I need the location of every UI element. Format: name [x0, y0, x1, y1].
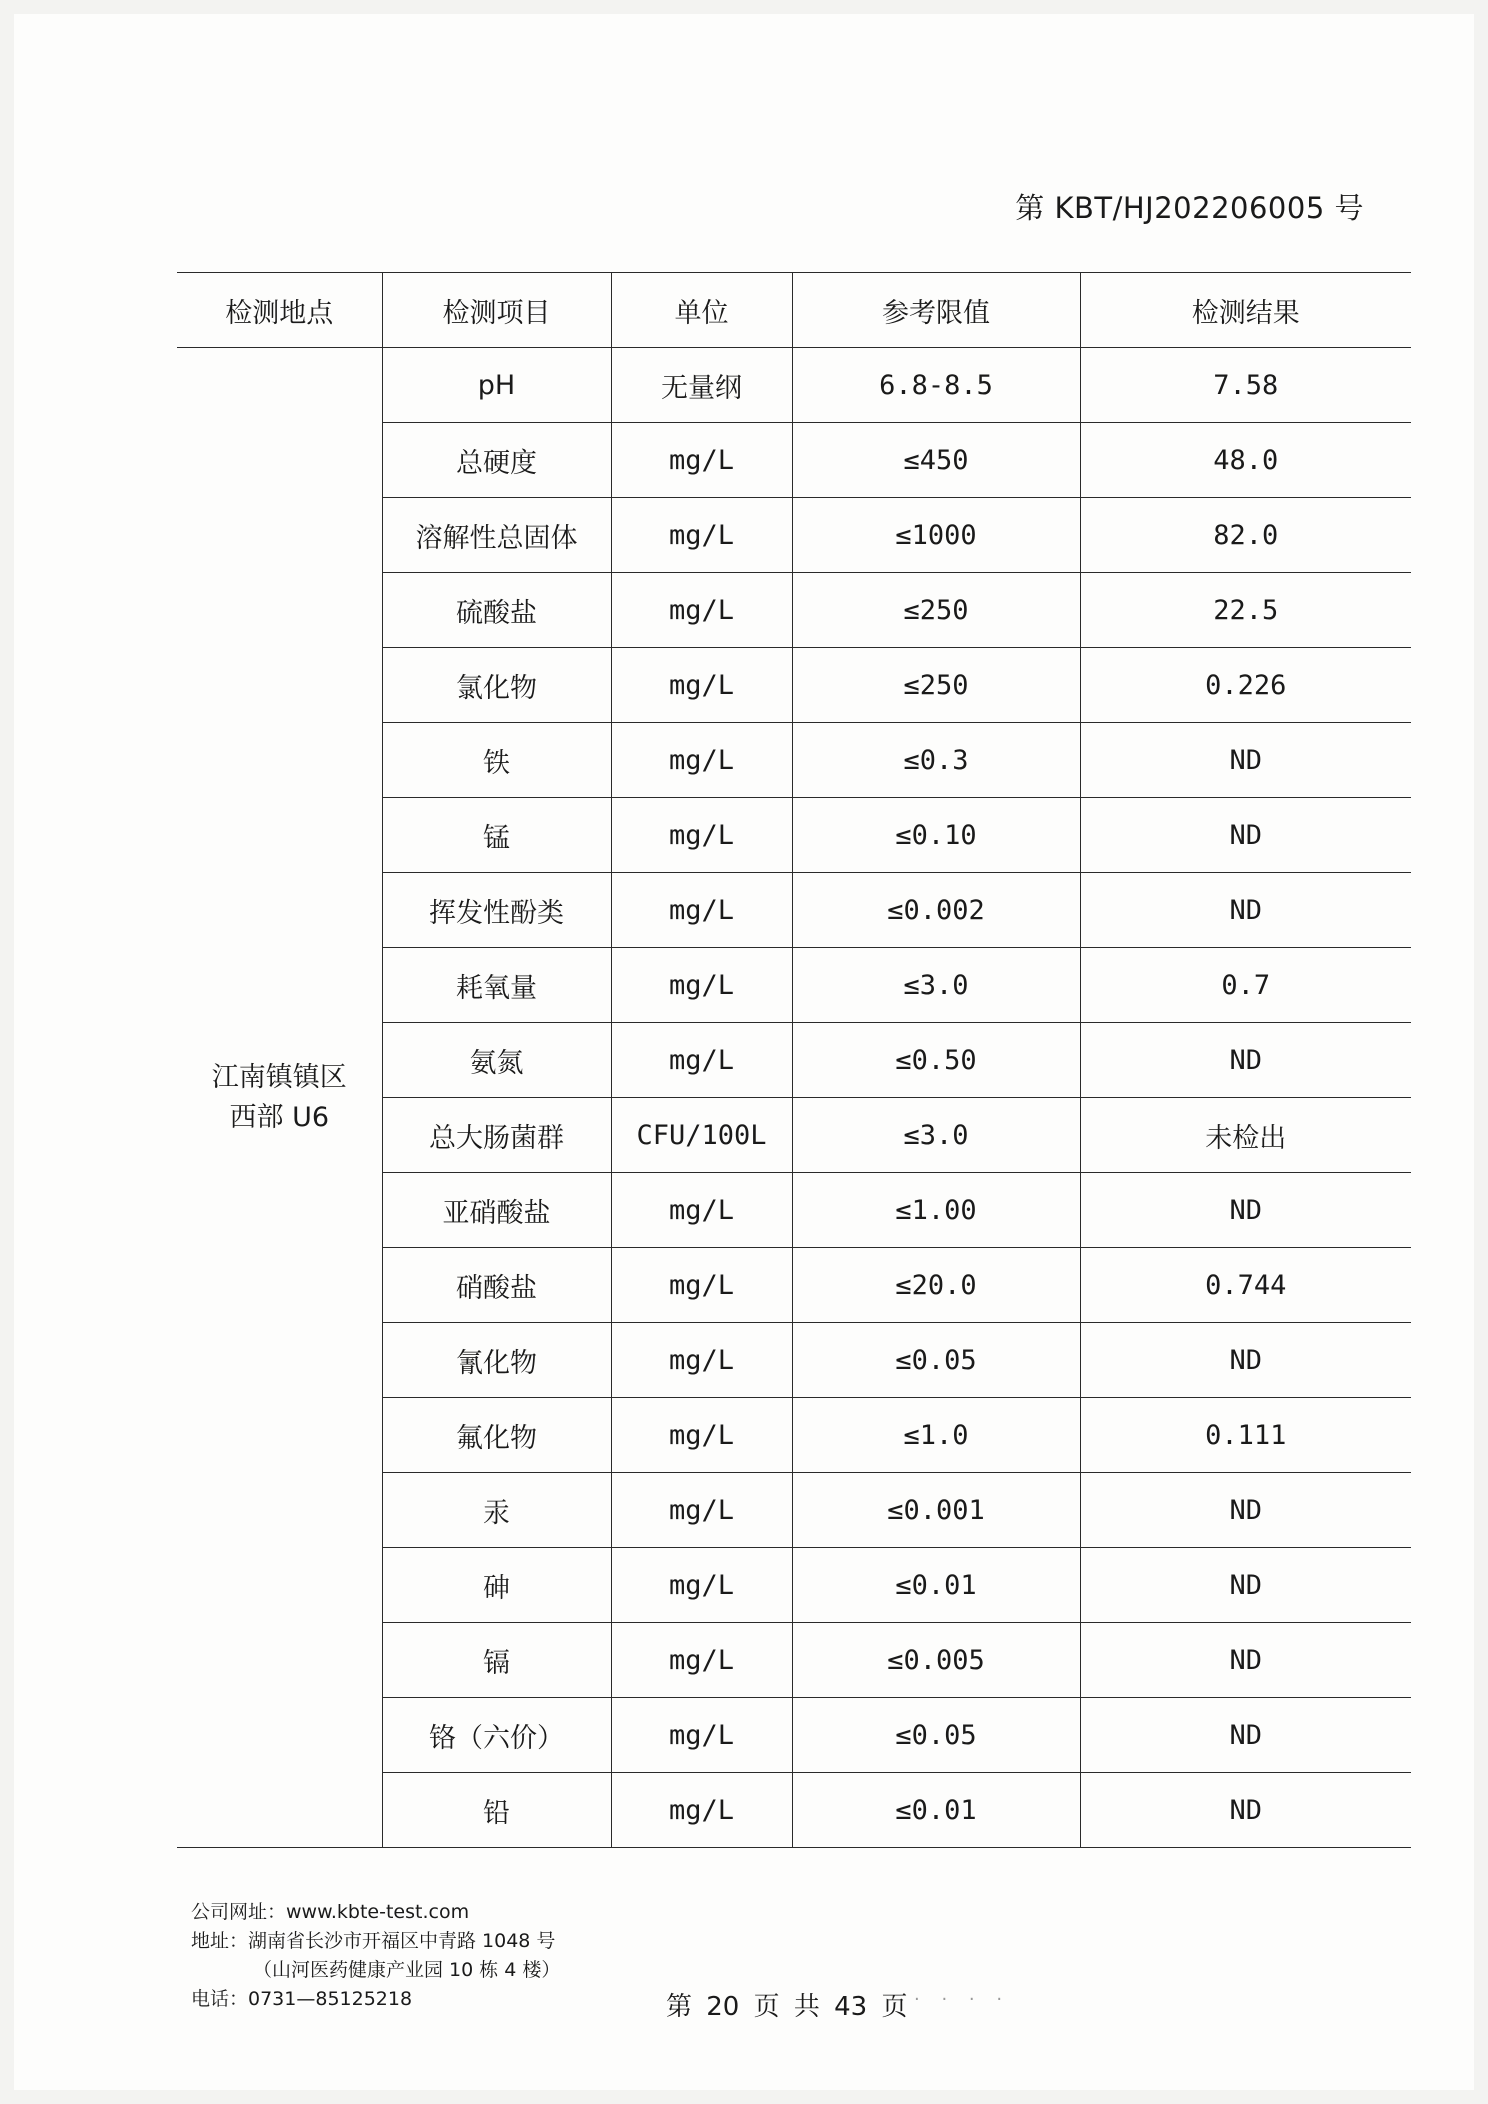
result-cell: 0.111: [1080, 1398, 1411, 1473]
item-cell: 总大肠菌群: [382, 1098, 611, 1173]
result-cell: ND: [1080, 798, 1411, 873]
footer-address-detail: （山河医药健康产业园 10 栋 4 楼）: [253, 1959, 561, 1981]
table-header-row: [177, 273, 1411, 348]
item-cell: 溶解性总固体: [382, 498, 611, 573]
header-limit: 参考限值: [792, 273, 1080, 348]
limit-cell: ≤1000: [792, 498, 1080, 573]
report-number: 第 KBT/HJ202206005 号: [1015, 191, 1364, 225]
result-cell: ND: [1080, 873, 1411, 948]
item-cell: 氯化物: [382, 648, 611, 723]
result-cell: ND: [1080, 1323, 1411, 1398]
result-cell: 7.58: [1080, 348, 1411, 423]
unit-cell: mg/L: [611, 423, 792, 498]
result-cell: ND: [1080, 723, 1411, 798]
result-cell: 0.226: [1080, 648, 1411, 723]
item-cell: 挥发性酚类: [382, 873, 611, 948]
header-result: 检测结果: [1080, 273, 1411, 348]
item-cell: 总硬度: [382, 423, 611, 498]
header-site: 检测地点: [177, 273, 382, 348]
header-item: 检测项目: [382, 273, 611, 348]
limit-cell: ≤1.0: [792, 1398, 1080, 1473]
unit-cell: mg/L: [611, 573, 792, 648]
header-unit: 单位: [611, 273, 792, 348]
result-cell: ND: [1080, 1023, 1411, 1098]
site-name-line1: 江南镇镇区: [211, 1061, 347, 1093]
limit-cell: ≤20.0: [792, 1248, 1080, 1323]
item-cell: 铬（六价）: [382, 1698, 611, 1773]
result-cell: 22.5: [1080, 573, 1411, 648]
table-body: [177, 348, 1411, 1848]
scan-speckles: · · · ·: [914, 1989, 1011, 2010]
unit-cell: mg/L: [611, 1248, 792, 1323]
site-name-line2: 西部 U6: [229, 1101, 330, 1133]
item-cell: 氨氮: [382, 1023, 611, 1098]
result-cell: ND: [1080, 1548, 1411, 1623]
unit-cell: mg/L: [611, 1323, 792, 1398]
limit-cell: ≤250: [792, 573, 1080, 648]
result-cell: 0.7: [1080, 948, 1411, 1023]
unit-cell: CFU/100L: [611, 1098, 792, 1173]
site-cell: [177, 348, 382, 1848]
footer-website: 公司网址：www.kbte-test.com: [191, 1901, 470, 1923]
limit-cell: ≤0.002: [792, 873, 1080, 948]
unit-cell: mg/L: [611, 723, 792, 798]
unit-cell: 无量纲: [611, 348, 792, 423]
unit-cell: mg/L: [611, 648, 792, 723]
result-cell: ND: [1080, 1773, 1411, 1848]
limit-cell: ≤0.05: [792, 1698, 1080, 1773]
result-cell: ND: [1080, 1173, 1411, 1248]
unit-cell: mg/L: [611, 1548, 792, 1623]
result-cell: ND: [1080, 1623, 1411, 1698]
item-cell: 铁: [382, 723, 611, 798]
limit-cell: ≤0.005: [792, 1623, 1080, 1698]
item-cell: 铅: [382, 1773, 611, 1848]
unit-cell: mg/L: [611, 498, 792, 573]
report-page: [14, 14, 1474, 2090]
unit-cell: mg/L: [611, 873, 792, 948]
item-cell: 耗氧量: [382, 948, 611, 1023]
unit-cell: mg/L: [611, 1173, 792, 1248]
footer-address: 地址：湖南省长沙市开福区中青路 1048 号: [191, 1930, 556, 1952]
item-cell: 砷: [382, 1548, 611, 1623]
limit-cell: ≤450: [792, 423, 1080, 498]
limit-cell: ≤0.50: [792, 1023, 1080, 1098]
limit-cell: ≤3.0: [792, 948, 1080, 1023]
limit-cell: ≤0.3: [792, 723, 1080, 798]
limit-cell: ≤1.00: [792, 1173, 1080, 1248]
unit-cell: mg/L: [611, 798, 792, 873]
unit-cell: mg/L: [611, 1623, 792, 1698]
item-cell: 硫酸盐: [382, 573, 611, 648]
item-cell: pH: [382, 348, 611, 423]
result-cell: 48.0: [1080, 423, 1411, 498]
page-number: 第 20 页 共 43 页: [666, 1992, 908, 2022]
test-results-table: [177, 272, 1411, 1848]
footer-phone: 电话：0731—85125218: [191, 1988, 413, 2010]
unit-cell: mg/L: [611, 1698, 792, 1773]
result-cell: 82.0: [1080, 498, 1411, 573]
limit-cell: ≤0.10: [792, 798, 1080, 873]
limit-cell: ≤0.001: [792, 1473, 1080, 1548]
result-cell: ND: [1080, 1698, 1411, 1773]
unit-cell: mg/L: [611, 1023, 792, 1098]
limit-cell: ≤0.01: [792, 1548, 1080, 1623]
item-cell: 汞: [382, 1473, 611, 1548]
limit-cell: ≤0.05: [792, 1323, 1080, 1398]
item-cell: 镉: [382, 1623, 611, 1698]
item-cell: 氰化物: [382, 1323, 611, 1398]
table-row: [177, 348, 1411, 423]
item-cell: 硝酸盐: [382, 1248, 611, 1323]
result-cell: ND: [1080, 1473, 1411, 1548]
unit-cell: mg/L: [611, 948, 792, 1023]
result-cell: 未检出: [1080, 1098, 1411, 1173]
limit-cell: 6.8-8.5: [792, 348, 1080, 423]
unit-cell: mg/L: [611, 1398, 792, 1473]
result-cell: 0.744: [1080, 1248, 1411, 1323]
company-footer: [191, 1898, 560, 2014]
unit-cell: mg/L: [611, 1473, 792, 1548]
limit-cell: ≤0.01: [792, 1773, 1080, 1848]
item-cell: 锰: [382, 798, 611, 873]
limit-cell: ≤3.0: [792, 1098, 1080, 1173]
limit-cell: ≤250: [792, 648, 1080, 723]
item-cell: 亚硝酸盐: [382, 1173, 611, 1248]
item-cell: 氟化物: [382, 1398, 611, 1473]
unit-cell: mg/L: [611, 1773, 792, 1848]
